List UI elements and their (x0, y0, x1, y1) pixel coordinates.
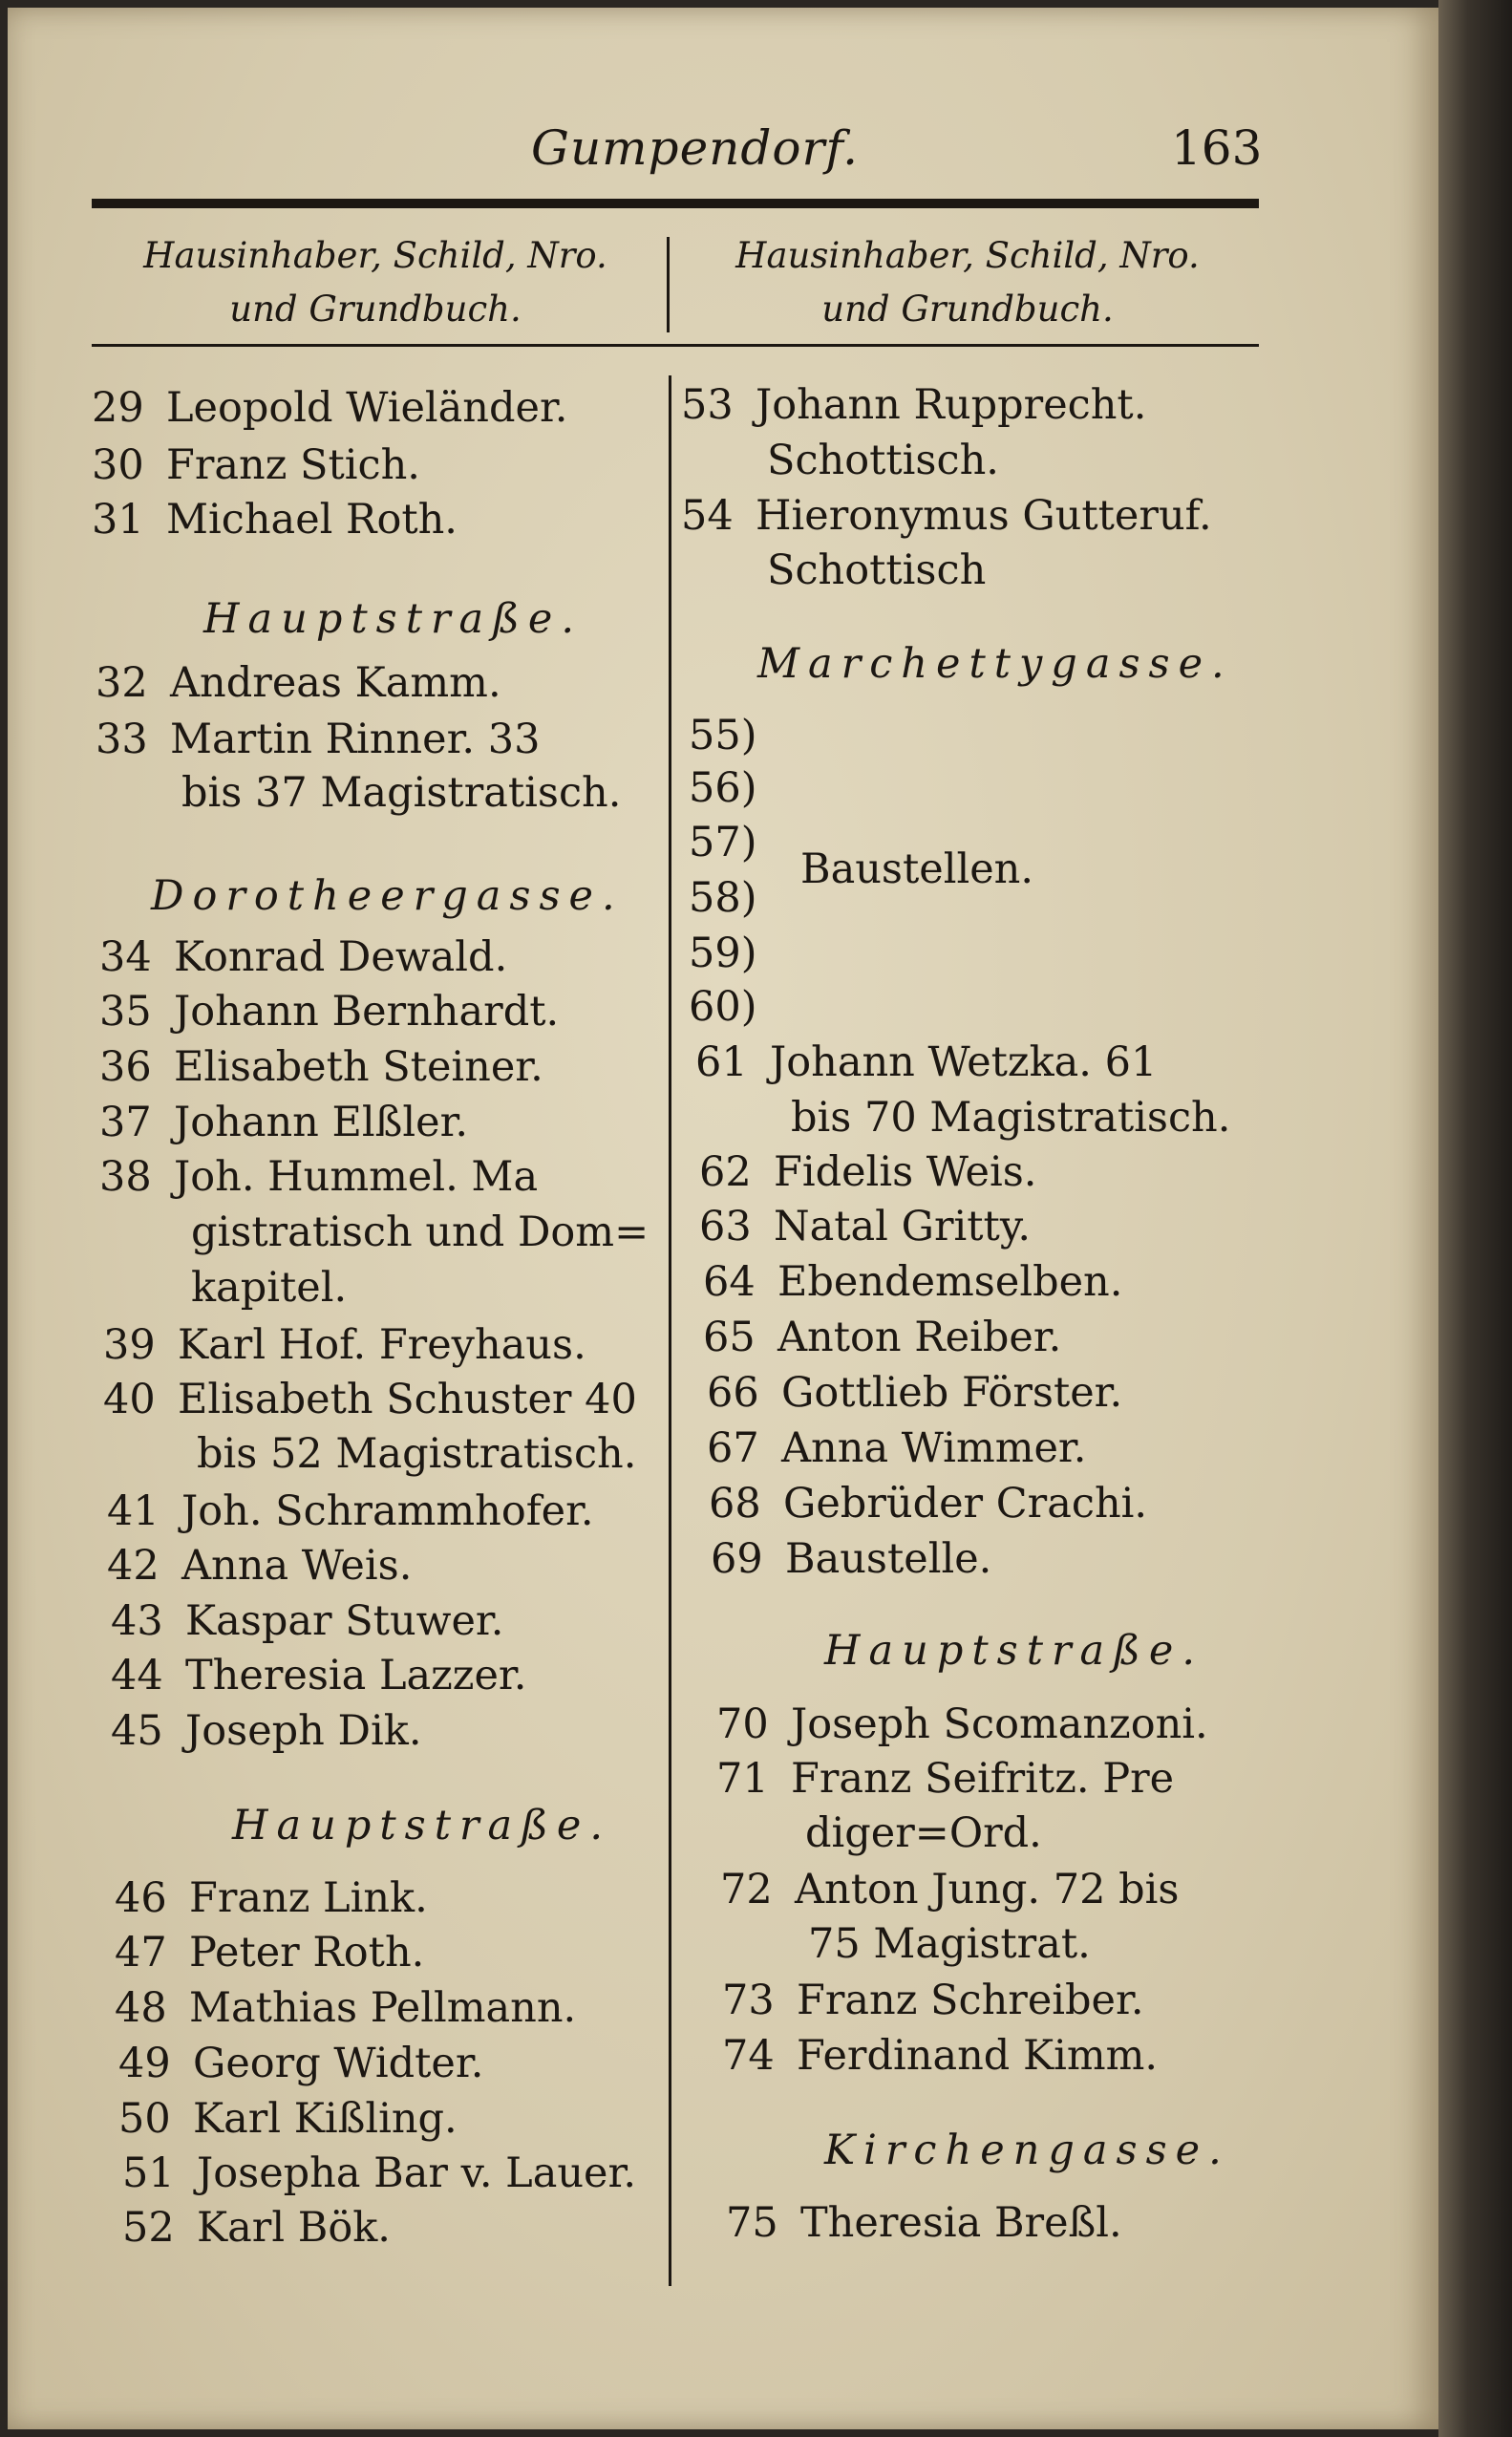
list-item: 31 Michael Roth. (92, 496, 458, 544)
list-item: 34 Konrad Dewald. (99, 933, 508, 981)
list-item: 40 Elisabeth Schuster 40 (103, 1376, 637, 1423)
lot-number: 55) (689, 712, 757, 759)
list-item: 65 Anton Reiber. (703, 1314, 1062, 1361)
header-rule-bottom (92, 344, 1259, 347)
list-item: 49 Georg Widter. (118, 2040, 484, 2087)
list-item: 50 Karl Kißling. (118, 2095, 458, 2143)
book-page (8, 8, 1438, 2429)
list-item: 48 Mathias Pellmann. (115, 1984, 577, 2032)
list-item: 44 Theresia Lazzer. (111, 1652, 527, 1699)
list-item: 35 Johann Bernhardt. (99, 988, 560, 1036)
list-item: 36 Elisabeth Steiner. (99, 1043, 543, 1091)
list-item-continuation: kapitel. (191, 1264, 348, 1312)
list-item: 72 Anton Jung. 72 bis (720, 1866, 1180, 1913)
list-item: 30 Franz Stich. (92, 441, 420, 489)
list-item: 75 Theresia Breßl. (726, 2199, 1122, 2247)
page-number: 163 (1171, 120, 1263, 176)
lot-number: 57) (689, 819, 757, 866)
list-item-continuation: bis 52 Magistratisch. (197, 1430, 637, 1478)
list-item-continuation: gistratisch und Dom= (191, 1208, 650, 1256)
baustellen-label: Baustellen. (800, 845, 1034, 893)
list-item: 45 Joseph Dik. (111, 1707, 422, 1755)
list-item-continuation: diger=Ord. (805, 1809, 1042, 1857)
lot-number: 59) (689, 930, 757, 977)
section-heading: Hauptstraße. (232, 1802, 612, 1849)
list-item-continuation: 75 Magistrat. (808, 1920, 1091, 1968)
running-title: Gumpendorf. (531, 120, 859, 176)
section-heading: Hauptstraße. (824, 1627, 1204, 1675)
section-heading: Marchettygasse. (757, 640, 1233, 688)
list-item: 29 Leopold Wieländer. (92, 384, 568, 432)
list-item: 52 Karl Bök. (122, 2204, 391, 2252)
list-item: 74 Ferdinand Kimm. (722, 2032, 1159, 2080)
list-item: 43 Kaspar Stuwer. (111, 1597, 504, 1645)
list-item: 46 Franz Link. (115, 1874, 428, 1922)
list-item: 70 Joseph Scomanzoni. (716, 1700, 1208, 1748)
list-item-continuation: Schottisch (767, 546, 987, 594)
list-item: 37 Johann Elßler. (99, 1099, 469, 1146)
column-divider (669, 375, 671, 2286)
list-item: 54 Hieronymus Gutteruf. (681, 492, 1212, 540)
header-rule-top (92, 199, 1259, 208)
list-item: 61 Johann Wetzka. 61 (695, 1038, 1158, 1086)
list-item: 69 Baustelle. (711, 1535, 992, 1583)
list-item: 66 Gottlieb Förster. (707, 1369, 1123, 1417)
list-item: 42 Anna Weis. (107, 1542, 413, 1590)
list-item: 39 Karl Hof. Freyhaus. (103, 1321, 586, 1369)
section-heading: Hauptstraße. (203, 595, 584, 643)
list-item-continuation: bis 37 Magistratisch. (181, 769, 622, 817)
lot-number: 56) (689, 764, 757, 812)
book-gutter (1438, 0, 1512, 2437)
list-item: 71 Franz Seifritz. Pre (716, 1755, 1175, 1803)
list-item: 32 Andreas Kamm. (96, 659, 501, 707)
left-column-header: Hausinhaber, Schild, Nro. und Grundbuch. (143, 235, 607, 330)
list-item: 63 Natal Gritty. (699, 1203, 1032, 1251)
right-column-header: Hausinhaber, Schild, Nro. und Grundbuch. (735, 235, 1200, 330)
lot-number: 60) (689, 983, 757, 1031)
list-item: 47 Peter Roth. (115, 1929, 425, 1977)
header-divider (667, 237, 670, 332)
list-item: 38 Joh. Hummel. Ma (99, 1153, 539, 1201)
list-item: 51 Josepha Bar v. Lauer. (122, 2149, 636, 2197)
list-item: 62 Fidelis Weis. (699, 1148, 1037, 1196)
list-item: 73 Franz Schreiber. (722, 1977, 1144, 2024)
lot-number: 58) (689, 874, 757, 922)
list-item-continuation: bis 70 Magistratisch. (791, 1094, 1231, 1142)
list-item: 41 Joh. Schrammhofer. (107, 1487, 594, 1535)
section-heading: Dorotheergasse. (151, 872, 624, 920)
list-item: 33 Martin Rinner. 33 (96, 716, 541, 763)
list-item: 67 Anna Wimmer. (707, 1424, 1087, 1472)
list-item: 64 Ebendemselben. (703, 1258, 1123, 1306)
section-heading: Kirchengasse. (824, 2127, 1230, 2174)
list-item: 68 Gebrüder Crachi. (709, 1480, 1148, 1528)
list-item: 53 Johann Rupprecht. (681, 381, 1147, 429)
list-item-continuation: Schottisch. (767, 437, 999, 484)
